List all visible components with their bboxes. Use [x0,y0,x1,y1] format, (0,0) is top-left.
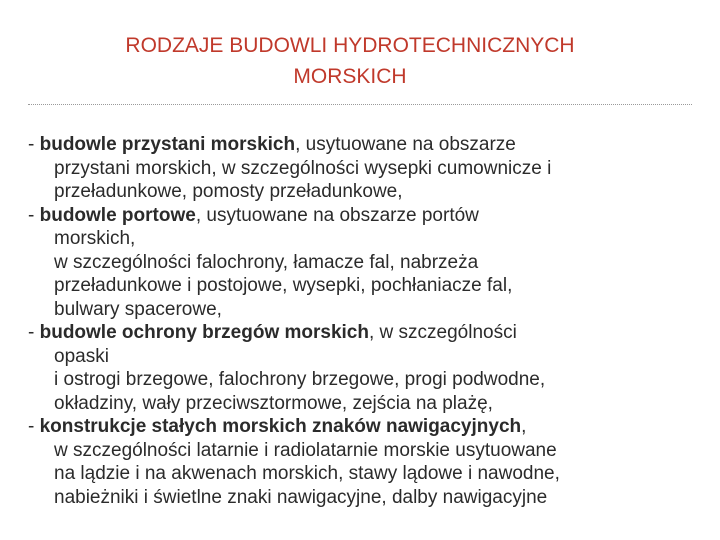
list-item-term: budowle ochrony brzegów morskich [39,322,369,343]
list-item-line: i ostrogi brzegowe, falochrony brzegowe, progi podwodne, [54,369,546,390]
list-item-line: przeładunkowe, pomosty przeładunkowe, [54,181,403,202]
list-item-znaki-nawigacyjne [28,415,700,509]
list-item-line: na lądzie i na akwenach morskich, stawy lądowe i nawodne, [54,463,560,484]
list-dash: - [28,204,40,226]
list-item-first-rest: , usytuowane na obszarze portów [195,204,479,226]
list-item-first-rest: , w szczególności [368,322,517,343]
slide-title-line-2: MORSKICH [293,65,407,88]
list-item-first-rest: , usytuowane na obszarze [295,134,516,155]
list-item-term: konstrukcje stałych morskich znaków nawigacyjnych [39,416,522,437]
list-item-term: budowle portowe [39,204,196,226]
list-dash: - [28,416,40,437]
title-divider [28,104,692,105]
list-item-line: nabieżniki i świetlne znaki nawigacyjne, dalby nawigacyjne [54,486,548,508]
slide-body [28,133,700,509]
list-item-term: budowle przystani morskich [39,134,296,155]
list-item-line: przeładunkowe i postojowe, wysepki, pochłaniacze fal, [54,275,513,296]
list-item-line: bulwary spacerowe, [54,298,222,320]
list-item-ochrona-brzegow [28,321,700,415]
list-item-first-line [28,415,700,439]
list-item-line: okładziny, wały przeciwsztormowe, zejścia na plażę, [54,392,493,414]
list-item-first-line [28,321,700,345]
list-dash: - [28,322,40,343]
list-item-first-line [28,133,700,157]
slide-title-line-1: RODZAJE BUDOWLI HYDROTECHNICZNYCH [125,34,575,57]
list-item-first-rest: , [521,416,527,437]
list-item-line: w szczególności falochrony, łamacze fal, nabrzeża [54,251,479,273]
list-dash: - [28,134,40,155]
list-item-line: przystani morskich, w szczególności wysepki cumownicze i [54,157,552,179]
list-item-line: morskich, [54,228,136,249]
list-item-przystanie [28,133,700,204]
list-item-first-line [28,204,700,228]
list-item-line: opaski [54,345,109,367]
list-item-line: w szczególności latarnie i radiolatarnie morskie usytuowane [54,439,557,461]
slide-title [60,30,640,92]
list-item-portowe [28,204,700,322]
